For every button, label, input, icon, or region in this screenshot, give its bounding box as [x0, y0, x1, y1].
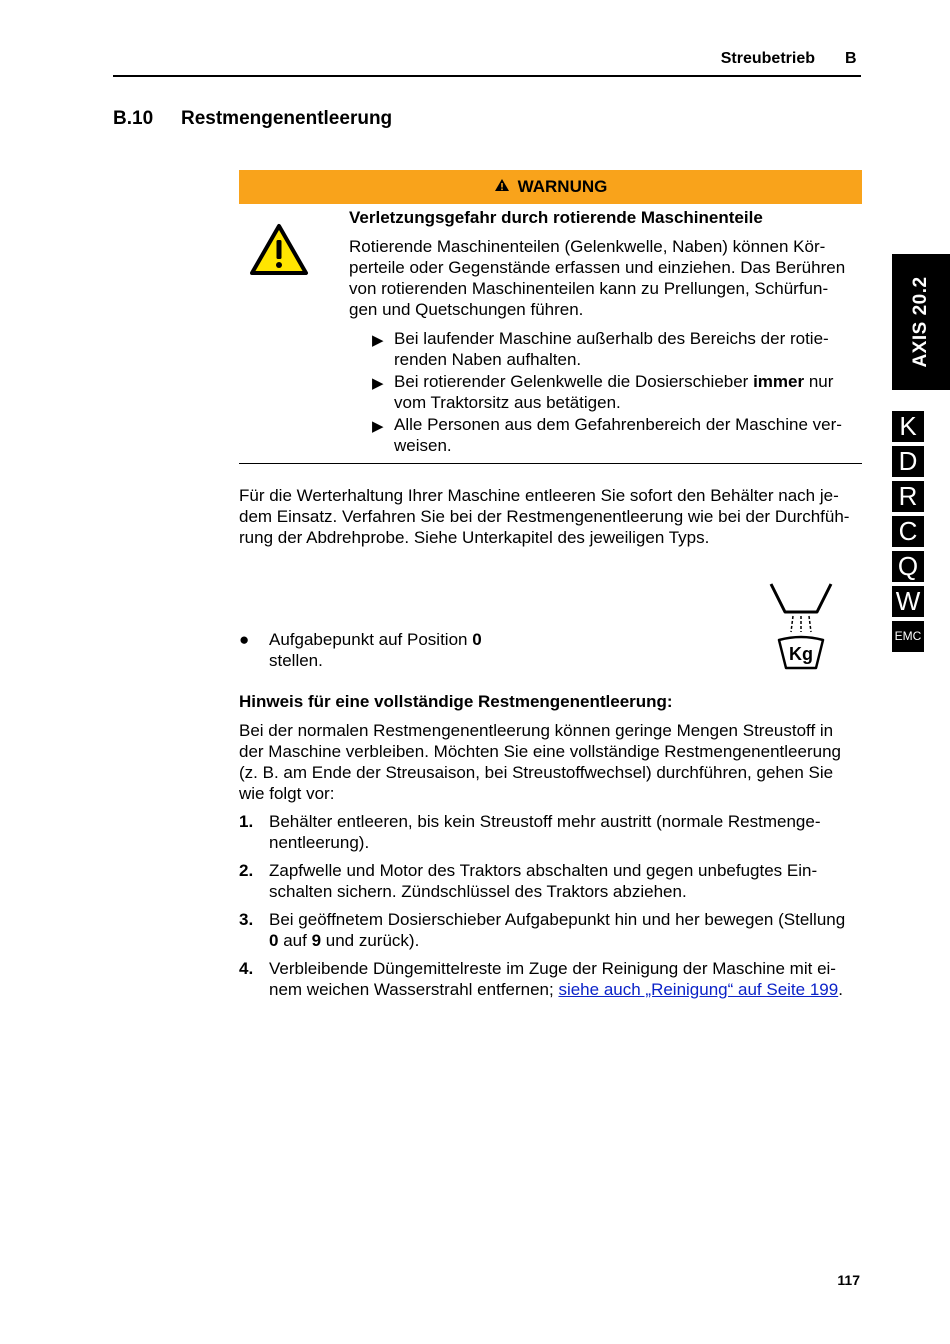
side-tab-model[interactable] [892, 254, 950, 390]
step-item: 4. Verbleibende Düngemittelreste im Zuge der Reinigung der Maschine mit ei- nem weichen Wasserstrahl entfernen; siehe auch „Reinigung“ auf Seite 199. [239, 959, 843, 999]
hint-title: Hinweis für eine vollständige Restmengenentleerung: [239, 692, 673, 711]
warning-headline: Verletzungsgefahr durch rotierende Maschinenteile [349, 208, 763, 227]
warning-instruction: ▶ Bei rotierender Gelenkwelle die Dosierschieber immer nur vom Traktorsitz aus betätigen. [372, 372, 834, 412]
side-tab-model-label: AXIS 20.2 [910, 276, 931, 368]
numbered-steps [239, 811, 862, 1007]
arrow-right-icon: ▶ [372, 418, 384, 435]
section-number: B.10 [113, 108, 154, 129]
warning-instruction: ▶ Bei laufender Maschine außerhalb des Bereichs der rotie- renden Naben aufhalten. [372, 329, 829, 369]
side-tab-q[interactable]: Q [892, 551, 924, 582]
cleaning-page-link[interactable]: siehe auch „Reinigung“ auf Seite 199 [558, 980, 839, 999]
side-tab-emc[interactable]: EMC [892, 621, 924, 652]
side-tab-w[interactable]: W [892, 586, 924, 617]
running-header-chapter: B [845, 50, 857, 67]
running-header-section: Streubetrieb [720, 50, 815, 67]
warning-bar [239, 170, 862, 204]
warning-triangle-icon [248, 222, 310, 283]
page-number: 117 [837, 1272, 860, 1288]
warning-bottom-rule [239, 463, 862, 464]
intro-paragraph: Für die Werterhaltung Ihrer Maschine entleeren Sie sofort den Behälter nach je- dem Einsatz. Verfahren Sie bei der Restmengenentleerung wie bei der Durchfüh- rung der Abdrehprobe. Siehe Unterkapitel des jeweiligen Typs. [239, 486, 850, 547]
step-item: 3. Bei geöffnetem Dosierschieber Aufgabepunkt hin und her bewegen (Stellung 0 auf 9 und zurück). [239, 910, 846, 950]
warning-label: WARNUNG [517, 177, 608, 196]
step-item: 1. Behälter entleeren, bis kein Streustoff mehr austritt (normale Restmenge- nentleerung). [239, 812, 821, 852]
header-divider [113, 75, 861, 77]
hint-paragraph: Bei der normalen Restmengenentleerung können geringe Mengen Streustoff in der Maschine verbleiben. Möchten Sie eine vollständige Restmengenentleerung (z. B. am Ende der Streusaison, bei Streustoffwechsel) durchführen, gehen Sie wie folgt vor: [239, 721, 841, 803]
arrow-right-icon: ▶ [372, 332, 384, 349]
bullet-icon: ● [239, 630, 250, 649]
warning-description: Rotierende Maschinenteilen (Gelenkwelle, Naben) können Kör- perteile oder Gegenstände erfassen und einziehen. Das Berühren von rotierenden Maschinenteilen kann zu Prellungen, Schürfun- gen und Quetschungen führen. [349, 237, 846, 319]
warning-instructions [372, 328, 862, 457]
section-title: Restmengenentleerung [181, 108, 393, 129]
side-tab-k[interactable]: K [892, 411, 924, 442]
warning-instruction: ▶ Alle Personen aus dem Gefahrenbereich der Maschine ver- weisen. [372, 415, 842, 455]
arrow-right-icon: ▶ [372, 375, 384, 392]
step-item: 2. Zapfwelle und Motor des Traktors abschalten und gegen unbefugtes Ein- schalten sichern. Zündschlüssel des Traktors abziehen. [239, 861, 818, 901]
hopper-icon-label: Kg [789, 644, 813, 664]
hopper-weighing-icon [765, 580, 840, 677]
side-tab-d[interactable]: D [892, 446, 924, 477]
side-tab-c[interactable]: C [892, 516, 924, 547]
side-tab-r[interactable]: R [892, 481, 924, 512]
warning-mini-icon [494, 177, 510, 197]
